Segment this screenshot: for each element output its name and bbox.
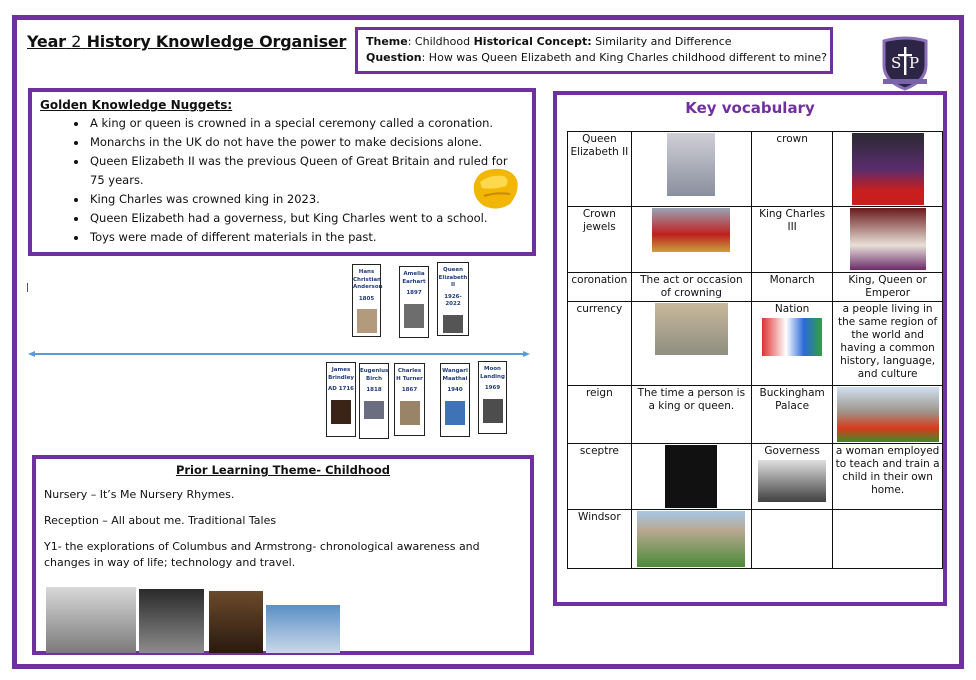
vocab-table bbox=[567, 131, 943, 569]
vocab-empty-cell bbox=[833, 510, 943, 569]
svg-text:S: S bbox=[891, 54, 902, 72]
vocab-term: Crown jewels bbox=[568, 207, 632, 273]
vocab-row bbox=[568, 273, 943, 302]
vocab-term: Nation bbox=[774, 303, 810, 315]
svg-text:P: P bbox=[909, 54, 920, 72]
timeline-card bbox=[478, 361, 507, 434]
text-cursor bbox=[27, 283, 28, 292]
crown-photo bbox=[852, 133, 924, 205]
vocab-term-cell bbox=[752, 444, 833, 510]
nugget-item: • King Charles was crowned king in 2023. bbox=[88, 190, 524, 209]
timeline-arrow bbox=[28, 350, 530, 358]
portrait-photo bbox=[331, 400, 351, 424]
vocab-row bbox=[568, 132, 943, 207]
timeline-card-year: 1897 bbox=[406, 290, 422, 296]
vocab-term: crown bbox=[752, 132, 833, 207]
vocab-definition: The act or occasion of crowning bbox=[631, 273, 751, 302]
timeline-card-year: AD 1716 bbox=[327, 386, 355, 392]
vocab-heading: Key vocabulary bbox=[685, 99, 815, 117]
vocab-term: reign bbox=[568, 386, 632, 444]
vocab-image-cell bbox=[631, 510, 751, 569]
timeline-card-name: Eugenius Birch bbox=[360, 368, 389, 382]
vocab-term: Governess bbox=[764, 445, 820, 457]
vocab-term-cell bbox=[752, 302, 833, 386]
governess-photo bbox=[758, 460, 826, 502]
landscape-photo bbox=[364, 401, 384, 419]
vocab-image-cell bbox=[631, 302, 751, 386]
moon-astronaut-image bbox=[139, 589, 204, 653]
vocab-image-cell bbox=[833, 207, 943, 273]
prior-learning-box bbox=[32, 455, 534, 655]
vocab-term: sceptre bbox=[568, 444, 632, 510]
nugget-item: • Queen Elizabeth had a governess, but King Charles went to a school. bbox=[88, 209, 524, 228]
timeline-card-name: Queen Elizabeth II bbox=[438, 267, 468, 288]
vocab-term: King Charles III bbox=[752, 207, 833, 273]
timeline-card bbox=[394, 363, 425, 436]
king-charles-photo bbox=[850, 208, 926, 270]
vocab-image-cell bbox=[631, 444, 751, 510]
timeline-card bbox=[352, 264, 381, 337]
timeline-card-year: 1867 bbox=[401, 387, 418, 393]
concept-label: Historical Concept: bbox=[473, 35, 592, 48]
page-title bbox=[27, 32, 346, 51]
vocab-term: Monarch bbox=[752, 273, 833, 302]
vocab-image-cell bbox=[833, 132, 943, 207]
timeline-card bbox=[440, 363, 470, 437]
title-prefix: Year bbox=[27, 32, 66, 51]
vocab-definition: a people living in the same region of the world and having a common history, language, and culture bbox=[833, 302, 943, 386]
queen-elizabeth-photo bbox=[667, 133, 715, 196]
timeline-card-name: Hans Christian Anderson bbox=[353, 269, 383, 290]
buckingham-palace-photo bbox=[837, 387, 939, 442]
timeline-card bbox=[359, 363, 389, 439]
golden-knowledge-nuggets bbox=[28, 88, 536, 256]
nugget-item: • Toys were made of different materials in the past. bbox=[88, 228, 524, 247]
vocab-empty-cell bbox=[752, 510, 833, 569]
title-rest: History Knowledge Organiser bbox=[86, 32, 347, 51]
timeline-card-year: 1940 bbox=[447, 387, 463, 393]
prior-nursery: Nursery – It’s Me Nursery Rhymes. bbox=[44, 488, 235, 501]
portrait-photo bbox=[445, 401, 465, 425]
school-crest-logo bbox=[880, 35, 930, 91]
vocab-term: currency bbox=[568, 302, 632, 386]
columbus-portrait-image bbox=[209, 591, 263, 653]
question-label: Question bbox=[366, 51, 422, 64]
timeline-card-name: James Brindley bbox=[328, 367, 354, 381]
crown-jewels-photo bbox=[652, 208, 730, 252]
vocab-image-cell bbox=[631, 132, 751, 207]
windsor-castle-photo bbox=[637, 511, 745, 567]
vocab-definition: King, Queen or Emperor bbox=[833, 273, 943, 302]
vocab-row bbox=[568, 302, 943, 386]
vocab-row bbox=[568, 444, 943, 510]
title-year: 2 bbox=[71, 32, 82, 51]
ships-image bbox=[46, 587, 136, 653]
theme-box bbox=[355, 27, 833, 74]
vocab-term: Windsor bbox=[568, 510, 632, 569]
theme-label: Theme bbox=[366, 35, 408, 48]
timeline-card-year: 1818 bbox=[366, 387, 382, 393]
timeline-card-name: Moon Landing bbox=[480, 366, 505, 380]
vocab-definition: a woman employed to teach and train a child in their own home. bbox=[833, 444, 943, 510]
sceptre-photo bbox=[665, 445, 717, 508]
vocab-term: Queen Elizabeth II bbox=[568, 132, 632, 207]
nugget-item: • Queen Elizabeth II was the previous Queen of Great Britain and ruled for 75 years. bbox=[88, 152, 524, 190]
timeline-card bbox=[399, 266, 429, 338]
vocab-row bbox=[568, 510, 943, 569]
timeline-card-year: 1926-2022 bbox=[444, 293, 462, 307]
timeline-card-year: 1805 bbox=[358, 295, 375, 302]
question-value: : How was Queen Elizabeth and King Charles childhood different to mine? bbox=[421, 51, 828, 64]
vocab-row bbox=[568, 386, 943, 444]
nugget-item: • A king or queen is crowned in a special ceremony called a coronation. bbox=[88, 114, 524, 133]
timeline-card-name: Charles H Turner bbox=[396, 368, 423, 382]
prior-y1: Y1- the explorations of Columbus and Armstrong- chronological awareness and changes in way of life; technology and travel. bbox=[44, 540, 480, 569]
rocket-launch-image bbox=[266, 605, 340, 653]
portrait-photo bbox=[357, 309, 377, 333]
gold-nugget-image bbox=[470, 166, 520, 212]
vocab-term: coronation bbox=[568, 273, 632, 302]
vocab-term: Buckingham Palace bbox=[752, 386, 833, 444]
theme-value: : Childhood bbox=[407, 35, 474, 48]
key-vocabulary-box bbox=[553, 91, 947, 606]
concept-value: Similarity and Difference bbox=[591, 35, 732, 48]
vocab-image-cell bbox=[833, 386, 943, 444]
vocab-definition: The time a person is a king or queen. bbox=[631, 386, 751, 444]
world-map-image bbox=[762, 318, 822, 356]
timeline-card-year: 1969 bbox=[484, 385, 501, 391]
vocab-image-cell bbox=[631, 207, 751, 273]
nugget-item: • Monarchs in the UK do not have the power to make decisions alone. bbox=[88, 133, 524, 152]
prior-reception: Reception – All about me. Traditional Tales bbox=[44, 514, 277, 527]
timeline-card-name: Wangari Maathai bbox=[442, 368, 468, 382]
portrait-photo bbox=[443, 315, 463, 333]
timeline-card bbox=[326, 362, 356, 437]
vocab-row bbox=[568, 207, 943, 273]
portrait-photo bbox=[404, 304, 424, 328]
nuggets-heading: Golden Knowledge Nuggets: bbox=[40, 98, 233, 112]
moon-photo bbox=[483, 399, 503, 423]
timeline-card bbox=[437, 262, 469, 336]
timeline-card-name: Amelia Earhart bbox=[402, 271, 426, 285]
currency-photo bbox=[655, 303, 728, 355]
portrait-photo bbox=[400, 401, 420, 425]
prior-heading: Prior Learning Theme- Childhood bbox=[175, 463, 391, 477]
